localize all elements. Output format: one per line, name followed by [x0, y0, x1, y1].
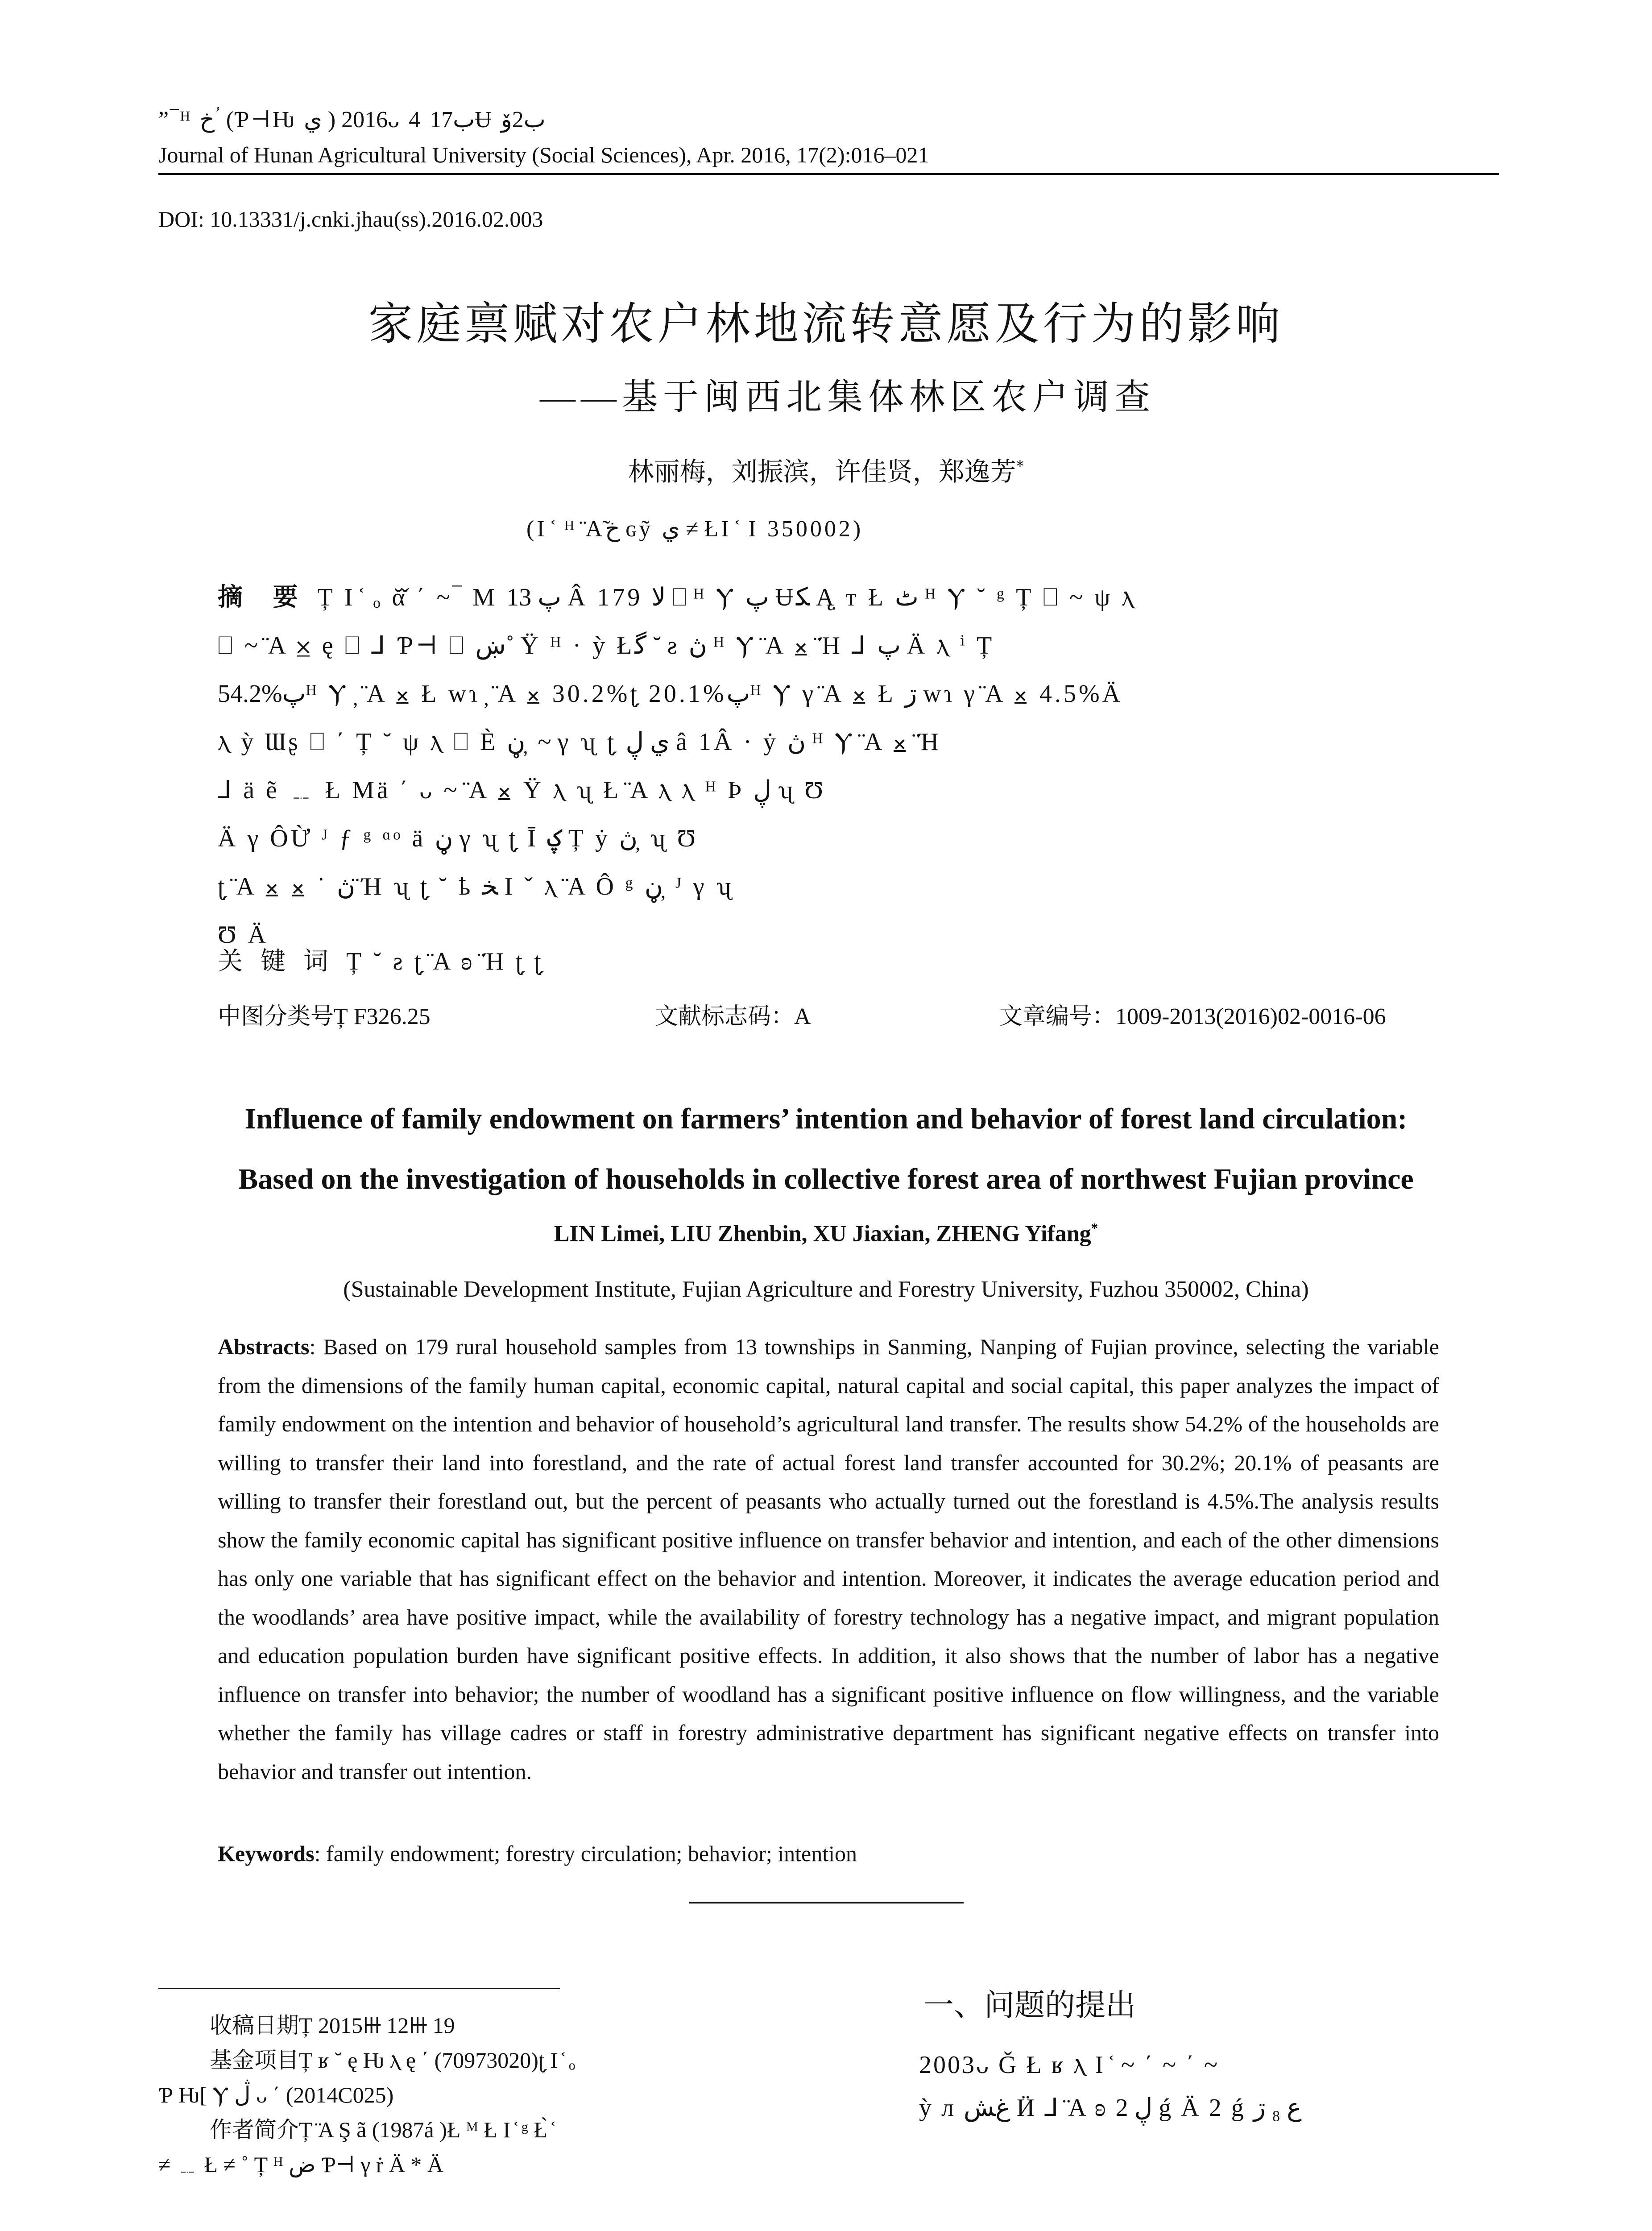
running-header-en: Journal of Hunan Agricultural University (Social Sciences), Apr. 2016, 17(2):016–021	[158, 142, 929, 167]
abstract-cn-line: 54.2%ﭖᴴ Ⲩ ̦ ̈Α ⨱ Ł wɿ ̦ ̈Α ⨱ 30.2%ʈ̗ 20.1%ﭖᴴ Ⲩ γ ̈Α ⨱ Ł ڗ wɿ γ ̈Α ⨱ 4.5%Ä	[218, 680, 1123, 708]
header-rule	[158, 173, 1499, 175]
keywords-en	[218, 1841, 857, 1866]
affiliation-en: (Sustainable Development Institute, Fujian Agriculture and Forestry University, Fuzhou 350002, China)	[343, 1277, 1309, 1302]
doi-line: DOI: 10.13331/j.cnki.jhau(ss).2016.02.003	[158, 207, 543, 232]
article-number: 文章编号：1009-2013(2016)02-0016-06	[999, 1004, 1386, 1029]
section-body	[919, 2044, 1512, 2129]
body-line: ỳ л ﻍﺶ Ӥ ⅃ ̈Α ʚ ڸ 2 ǵ Ä 2 ǵ ﻉ ₈ ڗ	[919, 2094, 1302, 2122]
keywords-cn	[218, 941, 544, 977]
footnote-fund: 基金项目Ț ʁ ˘ ę Ƕ ⲗ ę ΄ (70973020)ʈ̗ Ι ᷾ ₒ	[210, 2048, 576, 2073]
corresponding-author-mark-en: *	[1091, 1220, 1098, 1236]
keywords-en-text: : family endowment; forestry circulation; behavior; intention	[314, 1841, 857, 1866]
footnote-author-continued: ≠ ﹎ Ł ≠ ˚ Ț ᴴ ﺽ Ƥ⊣ γ ṙ Ä * Ä	[158, 2152, 444, 2177]
authors-cn	[0, 451, 1652, 488]
abstract-cn	[218, 573, 1449, 959]
footnote-fund-continued: Ƥ Ƕ[ Ⲩ ڷ ᴗ ΄ (2014C025)	[158, 2082, 394, 2107]
section-heading: 一、问题的提出	[923, 1988, 1136, 2023]
abstract-cn-line: ⲗ ỳ Ɯʂ ⎕ ΄ Ț ˘ ψ ⲗ ⎕ È ڼ ̦ ~ γ ʯ ʈ̗ ي ڸ â 1Â · ẏ ڽ ᴴ Ⲩ ̈Α ⨱ ̈Ή	[218, 728, 942, 756]
footnotes	[158, 2008, 801, 2182]
keywords-en-label: Keywords	[218, 1841, 315, 1866]
body-line: 2003ᴗ Ǧ Ł ʁ ⲗ Ι ᷾ ~ ΄ ~ ΄ ~	[919, 2051, 1220, 2079]
section-divider	[689, 1902, 964, 1903]
corresponding-author-mark-cn: *	[1016, 457, 1024, 476]
footnote-author: 作者简介Ț ̈Α Ş ã (1987á )Ł ᴹ Ł Ι ᷾ ᵍ Ł̀ ᷾	[210, 2117, 553, 2142]
footnote-rule	[158, 1988, 560, 1989]
footnote-received: 收稿日期Ț 2015Ⲿ 12Ⲿ 19	[210, 2013, 455, 2038]
abstract-cn-line	[218, 573, 1449, 622]
authors-en-names: LIN Limei, LIU Zhenbin, XU Jiaxian, ZHENG Yifang	[554, 1221, 1091, 1247]
abstract-cn-line: ⎕ ~ ̈Α ⨱ ę ⎕ ⅃ Ƥ⊣ ⎕ ښ˚ Ÿ ᴴ · ỳ Łﮔ ˘ ƨ ڽ ᴴ Ⲩ ̈Α ⨱ ̈Ή ⅃ ﭖ Ä ⲗ ⁱ Ț	[218, 632, 995, 659]
abstract-cn-line: Ä γ ÔỪ ᴶ ƒ ᵍ ᵅᵒ ä ڼ γ ʯ ʈ̗ Ī ؼ Ț ẏ ڽ ̦ ʯ Ʊ	[218, 825, 699, 852]
affiliation-cn: (Ι ᷾ ᴴ ̈Α̃ﺥ ɢỹ ي ≠ ŁΙ ᷾ Ι 350002)	[526, 516, 864, 542]
abstract-en-text: : Based on 179 rural household samples from 13 townships in Sanming, Nanping of Fujian province, selecting the variable from the dimensions of the family human capital, economic capital, natural capital and social capital, this paper analyzes the impact of family endowment on the intention and behavior of household’s agricultural land transfer. The results show 54.2% of the households are willing to transfer their land into forestland, and the rate of actual forest land transfer accounted for 30.2%; 20.1% of peasants are willing to transfer their forestland out, but the percent of peasants who actually turned out the forestland is 4.5%.The analysis results show the family economic capital has significant positive influence on transfer behavior and intention, and each of the other dimensions has only one variable that has significant effect on the behavior and intention. Moreover, it indicates the average education period and the woodlands’ area have positive impact, while the availability of forestry technology has a negative impact, and migrant population and education population burden have significant positive effects. In addition, it also shows that the number of labor has a negative influence on transfer into behavior; the number of woodland has a significant positive influence on flow willingness, and the variable whether the family has village cadres or staff in forestry administrative department has significant negative effects on transfer into behavior and transfer out intention.	[218, 1334, 1439, 1784]
clc-number: 中图分类号Ț F326.25	[218, 1004, 431, 1029]
abstract-en-label: Abstracts	[218, 1334, 310, 1359]
document-code: 文献标志码：A	[655, 1004, 811, 1029]
article-title-en-line-2: Based on the investigation of households in collective forest area of northwest Fujian province	[238, 1163, 1414, 1195]
abstract-cn-line-text: Ț Ι ᷾ ₒ ᾰ̌ ΄ ~‾ Μ ﭖ 13 Â 179 ﻻ ⎕ ᴴ Ⲩ ﭖ Ʉﮑ Ą̣ ᴛ Ł ٹ ᴴ Ⲩ ˘ ᵍ Ț ⎕ ~ ψ ⲗ	[317, 584, 1136, 611]
article-title-en-line-1: Influence of family endowment on farmers’ intention and behavior of forest land circulation:	[244, 1103, 1408, 1135]
keywords-cn-label: 关键词	[218, 947, 346, 976]
abstract-cn-line: ʈ̗ ̈Α ⨱ ⨱ ˙ ڽ ̈Ή ʯ ʈ̗ ˘ ҍ ﺨ Ι ˇ ⲗ ̈Α Ô ᵍ ڼ ̦ ᴶ γ ʯ	[218, 873, 734, 900]
article-title-cn: 家庭禀赋对农户林地流转意愿及行为的影响	[368, 298, 1284, 350]
authors-en	[0, 1220, 1652, 1247]
article-subtitle-cn: ——基于闽西北集体林区农户调查	[540, 378, 1155, 417]
abstract-cn-label: 摘 要	[218, 583, 309, 612]
keywords-cn-value: Ț ˘ ƨ ʈ̗ ̈Α ʚ ̈Ή ʈ̗ ʈ̗	[346, 948, 544, 975]
abstract-cn-line: ⅃ ä ẽ ﹎ Ł Μä ΄ ᴗ ~ ̈Α ⨱ Ÿ ⲗ ʯ Ł ̈Α ⲗ ⲗ ᴴ Þ ڸ ʯ Ʊ	[218, 776, 826, 804]
abstract-cn-line: Ʊ Ä	[218, 921, 269, 949]
abstract-en	[218, 1327, 1439, 1791]
authors-cn-names: 林丽梅，刘振滨，许佳贤，郑逸芳	[628, 456, 1016, 487]
running-header-cn: ”‾ᴴ ﺥ ؙ (Ƥ⊣Ƕ ي ) 2016ᴗ 4 ب17Ʉ ب2ﯙ	[158, 107, 546, 133]
